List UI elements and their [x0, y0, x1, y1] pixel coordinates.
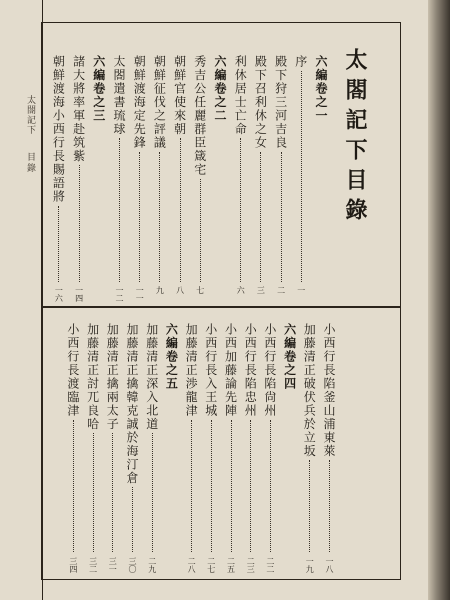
page-number: 二七	[206, 557, 216, 573]
page-number: 二九	[147, 557, 157, 573]
toc-entry: 朝鮮渡海定先鋒	[132, 55, 147, 150]
leader-dots	[180, 138, 181, 282]
leader-dots	[231, 420, 232, 553]
page-number: 一	[296, 286, 306, 294]
page-number: 一六	[54, 286, 64, 302]
page-number: 三一	[108, 557, 118, 573]
volume-heading: 六編卷之一	[314, 55, 328, 123]
volume-heading: 六編卷之五	[164, 323, 179, 391]
volume-heading: 六編卷之三	[91, 55, 106, 123]
leader-dots	[211, 420, 212, 553]
volume-heading: 六編卷之四	[282, 323, 297, 391]
page-number: 二八	[187, 557, 197, 573]
toc-entry: 加藤清正渉龍津	[184, 323, 199, 418]
leader-dots	[119, 138, 120, 282]
leader-dots	[73, 420, 74, 553]
page-number: 二二	[265, 557, 275, 573]
toc-entry: 朝鮮官使來朝	[172, 55, 187, 136]
leader-dots	[240, 138, 241, 282]
toc-entry: 小西加藤論先陣	[223, 323, 238, 418]
page-number: 三四	[68, 557, 78, 573]
toc-entry: 加藤清正深入北道	[144, 323, 159, 431]
leader-dots	[270, 420, 271, 553]
toc-entry: 加藤清正破伏兵於立坂	[302, 323, 317, 458]
toc-entry: 太閤遣書琉球	[112, 55, 126, 136]
leader-dots	[281, 152, 282, 283]
page-number: 一一	[135, 286, 145, 302]
leader-dots	[250, 420, 251, 553]
adjacent-page-edge	[428, 0, 450, 600]
toc-entry: 殿下狩三河吉良	[273, 55, 288, 150]
toc-entry: 加藤清正擒韓克誠於海汀倉	[125, 323, 139, 485]
page-number: 一四	[74, 286, 84, 302]
toc-entry: 小西行長陷尙州	[262, 323, 277, 418]
page-number: 一八	[325, 557, 334, 573]
section-divider	[41, 306, 401, 308]
leader-dots	[79, 165, 80, 282]
page-number: 三〇	[128, 557, 137, 573]
toc-entry: 加藤清正討兀良哈	[85, 323, 100, 431]
toc-entry: 小西行長渡臨津	[65, 323, 80, 418]
leader-dots	[132, 487, 133, 552]
leader-dots	[260, 152, 261, 283]
toc-entry: 小西行長陷釜山浦東萊	[322, 323, 336, 458]
page-number: 三	[256, 286, 266, 294]
margin-book-title: 太閤記下	[25, 95, 35, 135]
leader-dots	[200, 179, 201, 283]
toc-entry: 諸大將率軍赴筑紫	[71, 55, 86, 163]
toc-entry: 秀吉公任麗群臣箴宅	[192, 55, 207, 177]
page-number: 二五	[226, 557, 236, 573]
toc-entry: 朝鮮征伐之評議	[152, 55, 167, 150]
page-number: 二	[276, 286, 286, 294]
leader-dots	[159, 152, 160, 283]
page-number: 一九	[305, 557, 315, 573]
toc-entry: 殿下召利休之女	[253, 55, 268, 150]
leader-dots	[112, 433, 113, 552]
toc-entry: 朝鮮渡海小西行長賜語將	[51, 55, 66, 204]
leader-dots	[309, 460, 310, 552]
toc-entry: 利休居士亡命	[233, 55, 248, 136]
page-number: 一二	[115, 286, 124, 302]
margin-section-label: 目錄	[25, 152, 35, 174]
page-number: 七	[195, 286, 205, 294]
leader-dots	[191, 420, 192, 553]
toc-entry: 小西行長入王城	[203, 323, 218, 418]
leader-dots	[58, 206, 59, 283]
page-number: 三二	[88, 557, 98, 573]
toc-entry: 加藤清正擒兩太子	[105, 323, 120, 431]
leader-dots	[329, 460, 330, 552]
leader-dots	[152, 433, 153, 552]
page-number: 二三	[246, 557, 256, 573]
toc-entry: 序	[293, 55, 308, 69]
volume-heading: 六編卷之二	[213, 55, 227, 123]
page-number: 六	[236, 286, 246, 294]
page-title: 太閤記下目錄	[342, 48, 368, 228]
leader-dots	[93, 433, 94, 552]
leader-dots	[139, 152, 140, 283]
leader-dots	[301, 71, 302, 283]
page-number: 八	[175, 286, 185, 294]
page-number: 九	[155, 286, 165, 294]
toc-entry: 小西行長陷忠州	[243, 323, 258, 418]
